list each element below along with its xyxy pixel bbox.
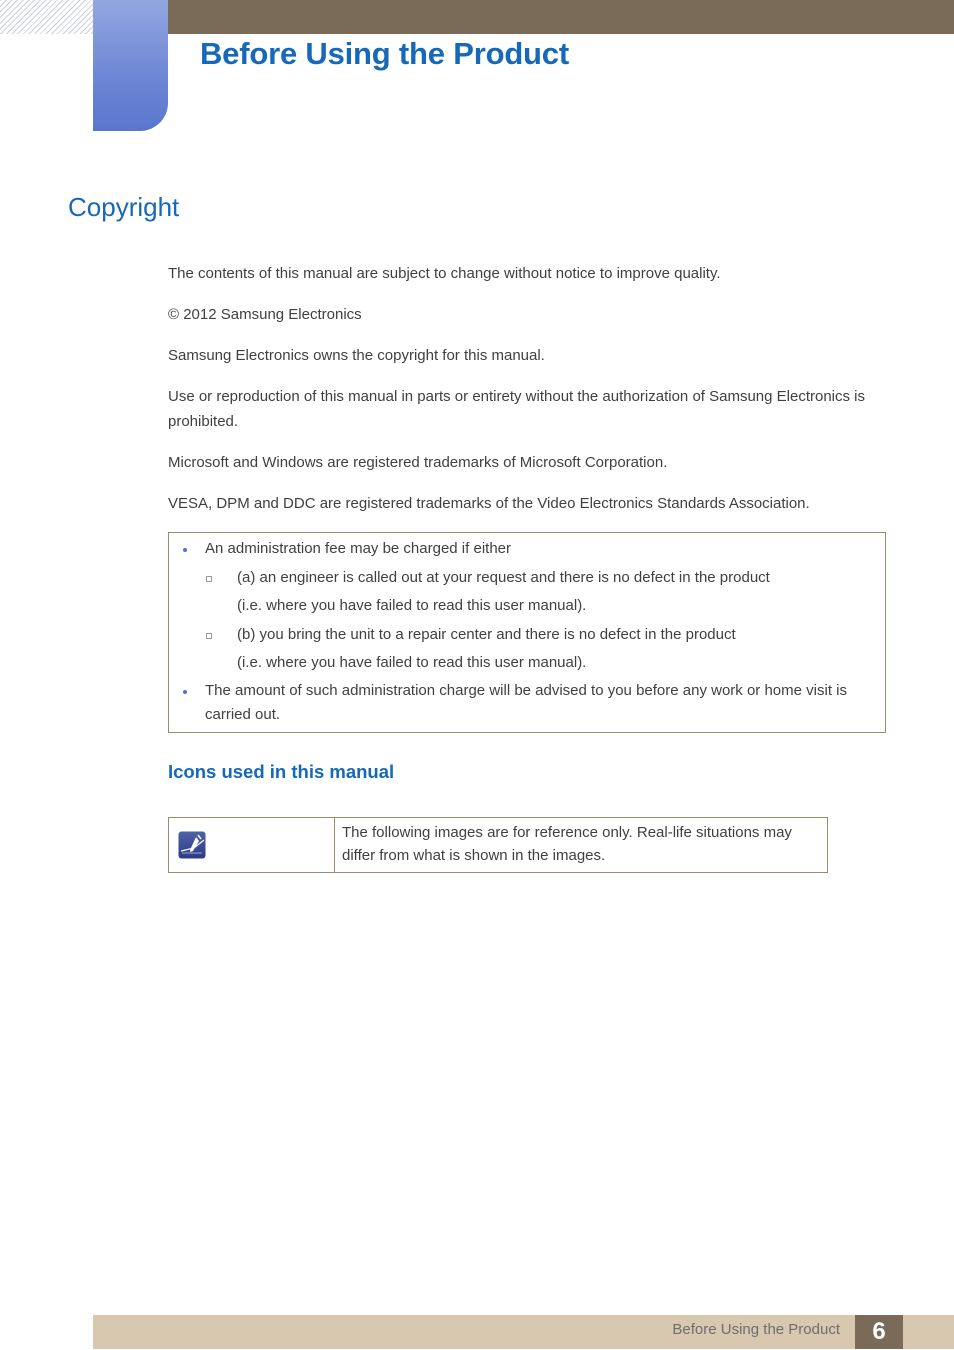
paragraph: Microsoft and Windows are registered trademarks of Microsoft Corporation. <box>168 454 668 471</box>
chapter-tab <box>93 0 168 131</box>
paragraph: The contents of this manual are subject to change without notice to improve quality. <box>168 265 721 282</box>
note-pencil-icon <box>178 831 206 859</box>
bullet-dot-icon <box>183 548 187 552</box>
header-bar <box>168 0 954 34</box>
administration-fee-note <box>168 532 886 733</box>
chapter-title: Before Using the Product <box>200 36 569 71</box>
bullet-dot-icon <box>183 690 187 694</box>
sub-item-text: (i.e. where you have failed to read this user manual). <box>237 654 587 671</box>
icons-table <box>168 817 828 873</box>
subsection-title: Icons used in this manual <box>168 761 395 782</box>
paragraph: Samsung Electronics owns the copyright for this manual. <box>168 347 545 364</box>
paragraph: Use or reproduction of this manual in parts or entirety without the authorization of Samsung Electronics is prohibited. <box>168 388 866 430</box>
sub-item-text: (a) an engineer is called out at your request and there is no defect in the product <box>237 569 770 586</box>
section-title: Copyright <box>68 192 180 222</box>
main-content <box>168 261 886 873</box>
list-item-text: An administration fee may be charged if either <box>205 540 511 557</box>
list-item <box>179 679 871 727</box>
page-number: 6 <box>855 1315 903 1349</box>
list-item-text: The amount of such administration charge will be advised to you before any work or home visit is carried out. <box>205 682 847 723</box>
sub-list-item <box>205 623 871 675</box>
table-row <box>169 818 828 873</box>
icon-cell <box>169 818 335 873</box>
square-bullet-icon <box>206 633 212 639</box>
header-hatch-pattern <box>0 0 93 34</box>
paragraph: VESA, DPM and DDC are registered trademarks of the Video Electronics Standards Association. <box>168 495 810 512</box>
icon-description: The following images are for reference only. Real-life situations may differ from what is shown in the images. <box>335 818 828 873</box>
square-bullet-icon <box>206 576 212 582</box>
list-item <box>179 537 871 675</box>
paragraph: © 2012 Samsung Electronics <box>168 306 362 323</box>
footer-chapter-label: Before Using the Product <box>672 1321 840 1338</box>
sub-list-item <box>205 566 871 618</box>
sub-item-text: (i.e. where you have failed to read this user manual). <box>237 597 587 614</box>
note-list <box>179 537 871 727</box>
sub-item-text: (b) you bring the unit to a repair center and there is no defect in the product <box>237 626 736 643</box>
